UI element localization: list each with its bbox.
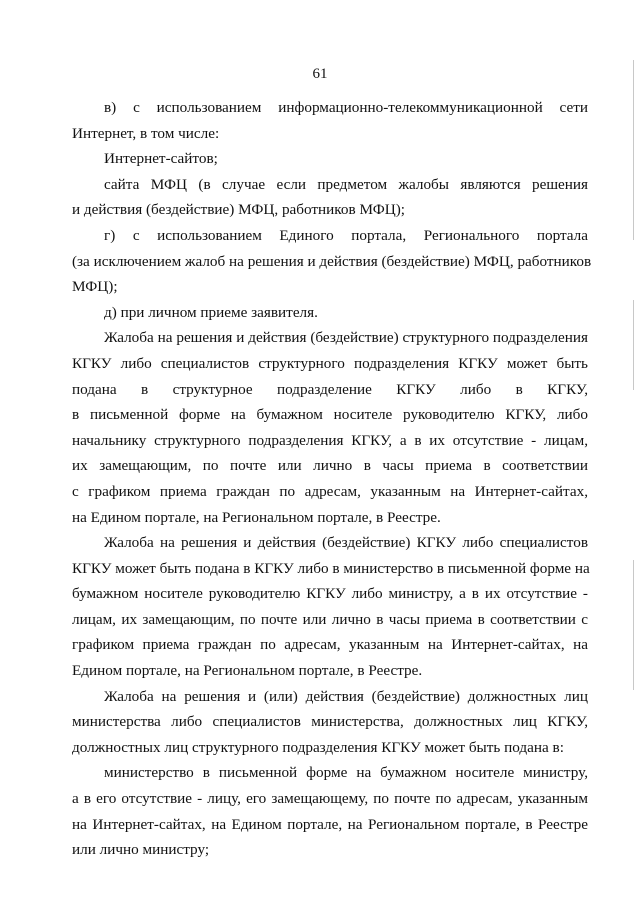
text-line: с графиком приема граждан по адресам, указанным на Интернет-сайтах, <box>72 482 588 500</box>
text-line: графиком приема граждан по адресам, указанным на Интернет-сайтах, на <box>72 636 588 654</box>
text-line: и действия (бездействие) МФЦ, работников МФЦ); <box>72 201 406 219</box>
text-line: министерство в письменной форме на бумажном носителе министру, <box>104 764 588 782</box>
paragraph-complaint-structural-unit <box>72 325 588 530</box>
text-line: бумажном носителе руководителю КГКУ либо министру, а в их отсутствие - <box>72 585 588 603</box>
paragraph-mfc-site <box>72 172 588 223</box>
text-line: лицам, их замещающим, по почте или лично в часы приема в соответствии с <box>72 610 588 628</box>
text-line: на Едином портале, на Региональном портале, в Реестре. <box>72 508 441 526</box>
document-body <box>72 95 592 863</box>
text-line: подана в структурное подразделение КГКУ либо в КГКУ, <box>72 380 588 398</box>
page-number: 61 <box>312 66 328 82</box>
text-line: Интернет-сайтов; <box>104 150 218 168</box>
text-line: в письменной форме на бумажном носителе руководителю КГКУ, либо <box>72 406 588 424</box>
text-line: Интернет, в том числе: <box>72 124 220 142</box>
text-line: их замещающим, по почте или лично в часы приема в соответствии <box>72 457 588 475</box>
text-line: Едином портале, на Региональном портале, в Реестре. <box>72 662 423 680</box>
text-line: или лично министру; <box>72 841 210 859</box>
text-line: на Интернет-сайтах, на Едином портале, на Региональном портале, в Реестре <box>72 815 588 833</box>
text-line: Жалоба на решения и действия (бездействие) КГКУ либо специалистов <box>104 534 588 552</box>
scan-edge-mark <box>633 60 634 240</box>
scan-edge-mark <box>633 560 634 690</box>
text-line: должностных лиц структурного подразделения КГКУ может быть подана в: <box>72 738 564 756</box>
scan-edge-mark <box>633 300 634 390</box>
text-line: КГКУ либо специалистов структурного подразделения КГКУ может быть <box>72 354 588 372</box>
text-line: д) при личном приеме заявителя. <box>104 303 318 321</box>
paragraph-complaint-kgku <box>72 530 588 684</box>
text-line: а в его отсутствие - лицу, его замещающему, по почте по адресам, указанным <box>72 790 588 808</box>
text-line: начальнику структурного подразделения КГКУ, а в их отсутствие - лицам, <box>72 431 588 449</box>
paragraph-unified-portal <box>72 223 592 300</box>
paragraph-complaint-officials <box>72 684 588 761</box>
paragraph-ministry <box>72 760 588 862</box>
text-line: г) с использованием Единого портала, Регионального портала <box>104 226 588 244</box>
text-line: (за исключением жалоб на решения и действия (бездействие) МФЦ, работников <box>72 252 592 270</box>
text-line: в) с использованием информационно-телекоммуникационной сети <box>104 99 588 116</box>
text-line: министерства либо специалистов министерства, должностных лиц КГКУ, <box>72 713 588 731</box>
text-line: КГКУ может быть подана в КГКУ либо в министерство в письменной форме на <box>72 559 590 577</box>
text-line: Жалоба на решения и (или) действия (бездействие) должностных лиц <box>104 687 588 705</box>
paragraph-channel-internet <box>72 95 588 146</box>
text-line: МФЦ); <box>72 278 118 296</box>
paragraph-internet-sites <box>72 146 588 172</box>
paragraph-personal-reception <box>72 300 588 326</box>
text-line: Жалоба на решения и действия (бездействие) структурного подразделения <box>104 329 588 347</box>
text-line: сайта МФЦ (в случае если предметом жалобы являются решения <box>104 175 588 193</box>
